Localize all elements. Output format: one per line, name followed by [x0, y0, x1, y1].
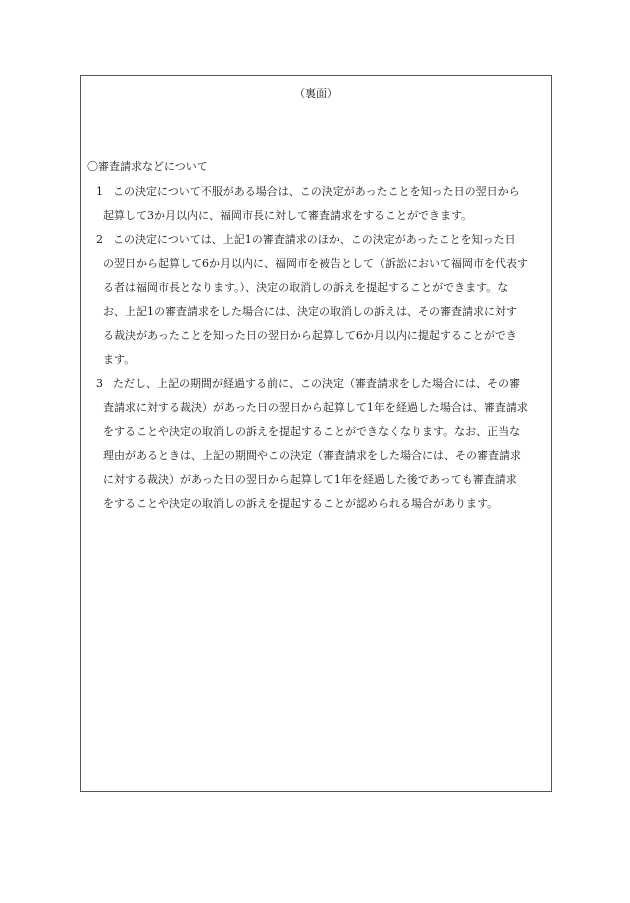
item-line	[81, 372, 551, 396]
list-item	[81, 180, 551, 228]
item-line: 起算して3か月以内に、福岡市長に対して審査請求をすることができます。	[103, 209, 473, 222]
item-line: ます。	[103, 353, 136, 366]
item-line: 理由があるときは、上記の期間やこの決定（審査請求をした場合には、その審査請求	[103, 449, 521, 462]
item-text: ただし、上記の期間が経過する前に、この決定（審査請求をした場合には、その審	[113, 377, 520, 390]
document-frame	[80, 75, 552, 792]
item-number: 1	[96, 185, 103, 198]
item-line: をすることや決定の取消しの訴えを提起することが認められる場合があります。	[103, 497, 499, 510]
item-line	[81, 180, 551, 204]
item-line: の翌日から起算して6か月以内に、福岡市を被告として（訴訟において福岡市を代表す	[103, 257, 528, 270]
item-line: 査請求に対する裁決）があった日の翌日から起算して1年を経過した場合は、審査請求	[103, 401, 528, 414]
item-line: をすることや決定の取消しの訴えを提起することができなくなります。なお、正当な	[103, 425, 521, 438]
item-text: この決定について不服がある場合は、この決定があったことを知った日の翌日から	[113, 185, 520, 198]
item-line: る者は福岡市長となります。）、決定の取消しの訴えを提起することができます。な	[103, 281, 509, 294]
item-line: る裁決があったことを知った日の翌日から起算して6か月以内に提起することができ	[103, 329, 517, 342]
item-number: 2	[96, 233, 103, 246]
section-heading: 〇審査請求などについて	[87, 160, 208, 173]
item-number: 3	[96, 377, 103, 390]
list-item	[81, 228, 551, 372]
item-line: お、上記1の審査請求をした場合には、決定の取消しの訴えは、その審査請求に対す	[103, 305, 517, 318]
list-item	[81, 372, 551, 516]
item-line	[81, 228, 551, 252]
item-text: この決定については、上記1の審査請求のほか、この決定があったことを知った日	[113, 233, 516, 246]
page-side-label: （裏面）	[294, 87, 338, 100]
item-line: に対する裁決）があった日の翌日から起算して1年を経過した後であっても審査請求	[103, 473, 517, 486]
appeal-items-list	[81, 180, 551, 516]
